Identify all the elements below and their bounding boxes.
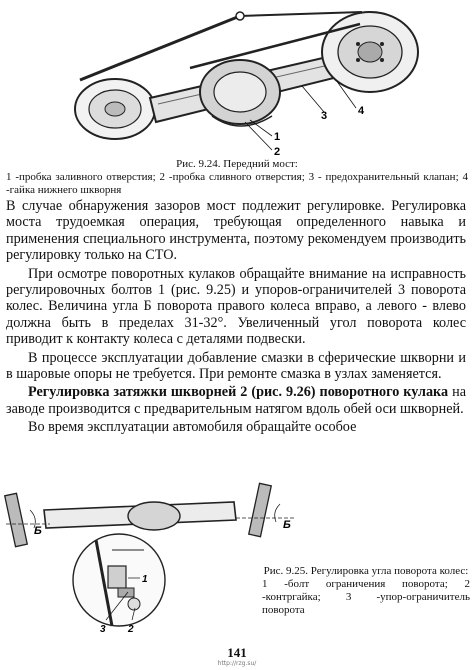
page-number: 141 xyxy=(227,645,247,660)
callout-4: 4 xyxy=(358,105,365,117)
paragraph-1-line-1: В случае обнаружения зазоров мост подлежит регулировке. xyxy=(6,198,385,214)
figure-9-25-title: Рис. 9.25. Регулировка угла поворота колес: xyxy=(263,565,469,577)
paragraph-4-bold: Регулировка затяжки шкворней 2 (рис. 9.26) поворотного кулака xyxy=(28,384,449,401)
callout-2: 2 xyxy=(274,146,281,158)
figure-9-25-parts: 1 -болт ограничения поворота; 2 -контргайка; 3 -упор-ограничитель поворота xyxy=(262,578,470,616)
figure-9-24-caption xyxy=(6,158,468,197)
paragraph-2: При осмотре поворотных кулаков обращайте внимание на исправность регулировочных болтов 1 (рис. 9.25) и упоров-ограничителей 3 поворота колес. Величина угла Б поворота правого колеса вправо, а левого - влево должна быть в пределах 31-32°. Увеличенный угол поворота колес приводит к контакту колеса с деталями подвески. xyxy=(6,265,466,348)
callout-1: 1 xyxy=(274,131,281,143)
body-text xyxy=(6,198,466,436)
figure-9-24-title: Рис. 9.24. Передний мост: xyxy=(176,158,298,170)
callout-2: 2 xyxy=(128,624,134,635)
paragraph-1-rest: Регулировка моста трудоемкая операция, требующая определенного навыка и применения специального инструмента, поэтому рекомендуем производить регулировку только на СТО. xyxy=(6,198,467,264)
watermark: http://rzg.su/ xyxy=(217,660,257,667)
paragraph-3: В процессе эксплуатации добавление смазки в сферические шкворни и в шаровые опоры не требуется. При ремонте смазка в узлах заменяется. xyxy=(6,349,466,383)
angle-label-right: Б xyxy=(283,519,291,531)
figure-9-25-caption xyxy=(262,565,470,617)
turn-angle-illustration xyxy=(4,480,304,640)
front-axle-illustration xyxy=(40,4,440,160)
figure-9-24-parts: 1 -пробка заливного отверстия; 2 -пробка сливного отверстия; 3 - предохранительный клапан; 4 -гайка нижнего шкворня xyxy=(6,171,468,196)
paragraph-1 xyxy=(6,198,466,264)
callout-3: 3 xyxy=(321,110,328,122)
callout-3: 3 xyxy=(100,624,106,635)
paragraph-5: Во время эксплуатации автомобиля обращайте особое xyxy=(28,419,357,436)
callout-1: 1 xyxy=(142,574,148,585)
paragraph-4-rest: на заводе производится с предварительным натягом вдоль обей оси шкворней. xyxy=(6,384,467,417)
paragraph-4 xyxy=(6,384,466,417)
angle-label-left: Б xyxy=(34,525,42,537)
